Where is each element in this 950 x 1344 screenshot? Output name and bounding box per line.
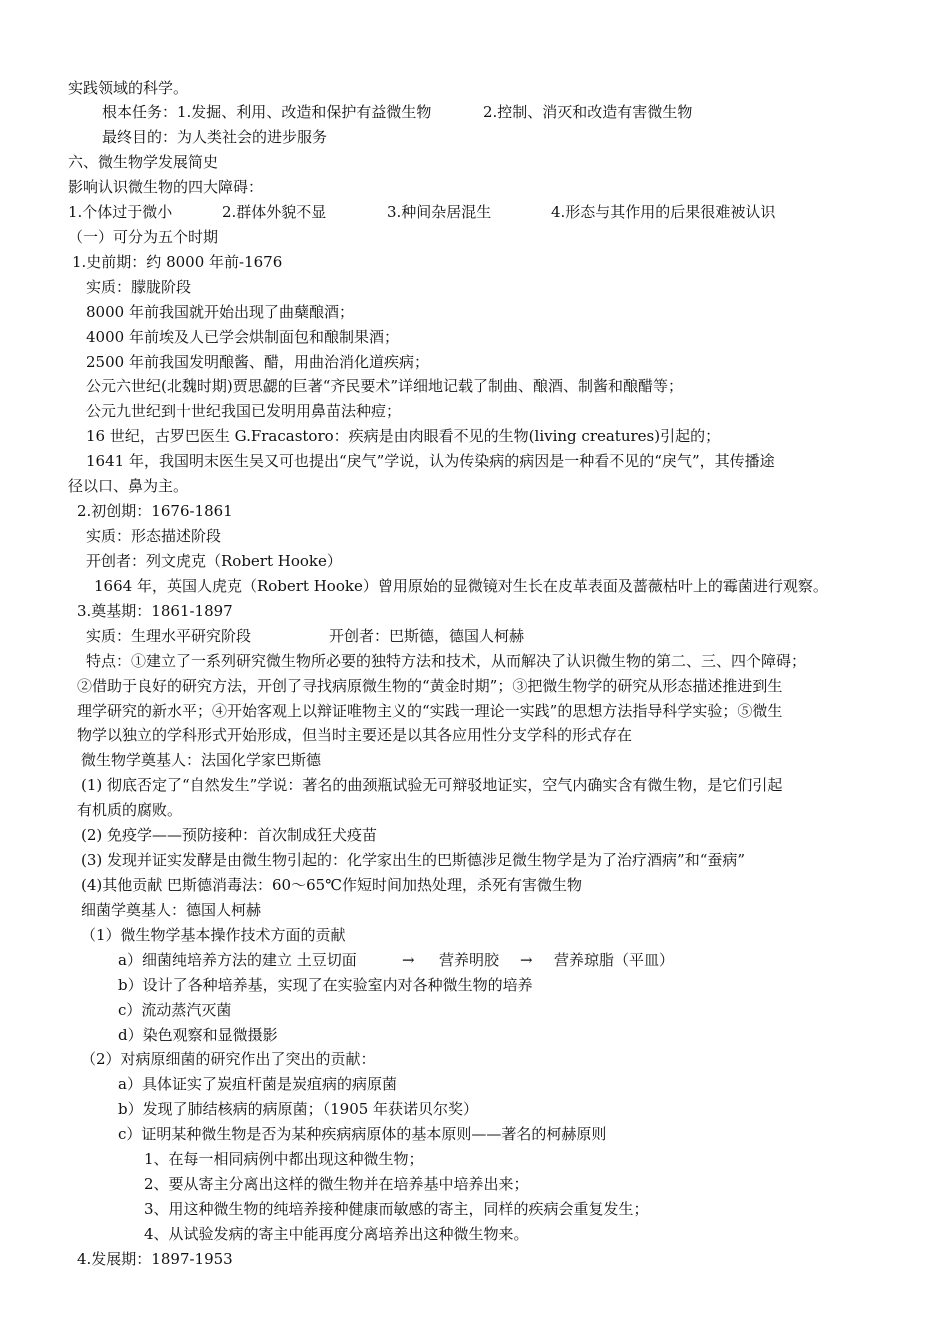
text-line: 实践领域的科学。 <box>68 79 189 97</box>
text-line: 2、要从寄主分离出这样的微生物并在培养基中培养出来； <box>144 1175 529 1193</box>
text-line: 微生物学奠基人：法国化学家巴斯德 <box>81 751 322 769</box>
text-line: 2.控制、消灭和改造有害微生物 <box>483 103 693 121</box>
text-line: 营养琼脂（平皿） <box>554 951 675 969</box>
text-line: b）发现了肺结核病的病原菌；（1905 年获诺贝尔奖） <box>118 1100 479 1118</box>
text-line: 开创者：列文虎克（Robert Hooke） <box>86 552 342 570</box>
text-line: 实质：生理水平研究阶段 <box>86 627 252 645</box>
text-line: 3.种间杂居混生 <box>387 203 492 221</box>
text-line: 最终目的：为人类社会的进步服务 <box>102 128 328 146</box>
text-line: 1.个体过于微小 <box>68 203 173 221</box>
text-line: （1）微生物学基本操作技术方面的贡献 <box>81 926 346 944</box>
text-line: b）设计了各种培养基，实现了在实验室内对各种微生物的培养 <box>118 976 533 994</box>
text-line: 2.初创期：1676-1861 <box>77 502 233 520</box>
text-line: 理学研究的新水平；④开始客观上以辩证唯物主义的“实践一理论一实践”的思想方法指导科学实验；⑤微生 <box>77 702 783 720</box>
text-line: 3、用这种微生物的纯培养接种健康而敏感的寄主，同样的疾病会重复发生； <box>144 1200 649 1218</box>
text-line: c）证明某种微生物是否为某种疾病病原体的基本原则——著名的柯赫原则 <box>118 1125 607 1143</box>
text-line: 8000 年前我国就开始出现了曲蘖酿酒； <box>86 303 354 321</box>
text-line: 4000 年前埃及人已学会烘制面包和酿制果酒； <box>86 328 399 346</box>
text-line: 4.形态与其作用的后果很难被认识 <box>551 203 776 221</box>
text-line: (4)其他贡献 巴斯德消毒法：60～65℃作短时间加热处理，杀死有害微生物 <box>81 876 582 894</box>
text-line: 径以口、鼻为主。 <box>68 477 189 495</box>
text-line: (3) 发现并证实发酵是由微生物引起的：化学家出生的巴斯德涉足微生物学是为了治疗酒病”和“蚕病” <box>81 851 746 869</box>
text-line: （一）可分为五个时期 <box>68 228 219 246</box>
text-line: 1、在每一相同病例中都出现这种微生物； <box>144 1150 424 1168</box>
text-line: (1) 彻底否定了“自然发生”学说：著名的曲颈瓶试验无可辩驳地证实，空气内确实含有微生物，是它们引起 <box>81 776 783 794</box>
text-line: 16 世纪，古罗巴医生 G.Fracastoro：疾病是由肉眼看不见的生物(living creatures)引起的； <box>86 427 721 445</box>
text-line: a）细菌纯培养方法的建立 土豆切面 <box>118 951 357 969</box>
text-line: 公元九世纪到十世纪我国已发明用鼻苗法种痘； <box>86 402 402 420</box>
text-line: 营养明胶 <box>439 951 500 969</box>
text-line: 公元六世纪(北魏时期)贾思勰的巨著“齐民要术”详细地记载了制曲、酿酒、制酱和酿醋等； <box>86 377 684 395</box>
text-line: 1641 年，我国明末医生吴又可也提出“戾气”学说，认为传染病的病因是一种看不见的“戾气”，其传播途 <box>86 452 775 470</box>
arrow-icon: → <box>520 951 533 969</box>
text-line: 4、从试验发病的寄主中能再度分离培养出这种微生物来。 <box>144 1225 529 1243</box>
text-line: (2) 免疫学——预防接种：首次制成狂犬疫苗 <box>81 826 378 844</box>
text-line: 2500 年前我国发明酿酱、醋，用曲治消化道疾病； <box>86 353 429 371</box>
text-line: 物学以独立的学科形式开始形成，但当时主要还是以其各应用性分支学科的形式存在 <box>77 726 633 744</box>
section-heading: 六、微生物学发展简史 <box>68 153 219 171</box>
text-line: 1664 年，英国人虎克（Robert Hooke）曾用原始的显微镜对生长在皮革表面及蔷薇枯叶上的霉菌进行观察。 <box>94 577 828 595</box>
text-line: 影响认识微生物的四大障碍： <box>68 178 264 196</box>
text-line: 1.史前期：约 8000 年前-1676 <box>72 253 283 271</box>
arrow-icon: → <box>402 951 415 969</box>
text-line: 细菌学奠基人：德国人柯赫 <box>81 901 262 919</box>
text-line: （2）对病原细菌的研究作出了突出的贡献： <box>81 1050 376 1068</box>
text-line: 特点：①建立了一系列研究微生物所必要的独特方法和技术，从而解决了认识微生物的第二、三、四个障碍； <box>86 652 807 670</box>
text-line: c）流动蒸汽灭菌 <box>118 1001 232 1019</box>
text-line: 实质：形态描述阶段 <box>86 527 222 545</box>
text-line: 开创者：巴斯德，德国人柯赫 <box>329 627 525 645</box>
text-line: 3.奠基期：1861-1897 <box>77 602 233 620</box>
text-line: 4.发展期：1897-1953 <box>77 1250 233 1268</box>
text-line: 实质：朦胧阶段 <box>86 278 192 296</box>
text-line: ②借助于良好的研究方法，开创了寻找病原微生物的“黄金时期”；③把微生物学的研究从形态描述推进到生 <box>77 677 783 695</box>
text-line: a）具体证实了炭疽杆菌是炭疽病的病原菌 <box>118 1075 397 1093</box>
text-line: 2.群体外貌不显 <box>222 203 327 221</box>
text-line: 根本任务：1.发掘、利用、改造和保护有益微生物 <box>102 103 432 121</box>
text-line: d）染色观察和显微摄影 <box>118 1026 278 1044</box>
text-line: 有机质的腐败。 <box>77 801 183 819</box>
